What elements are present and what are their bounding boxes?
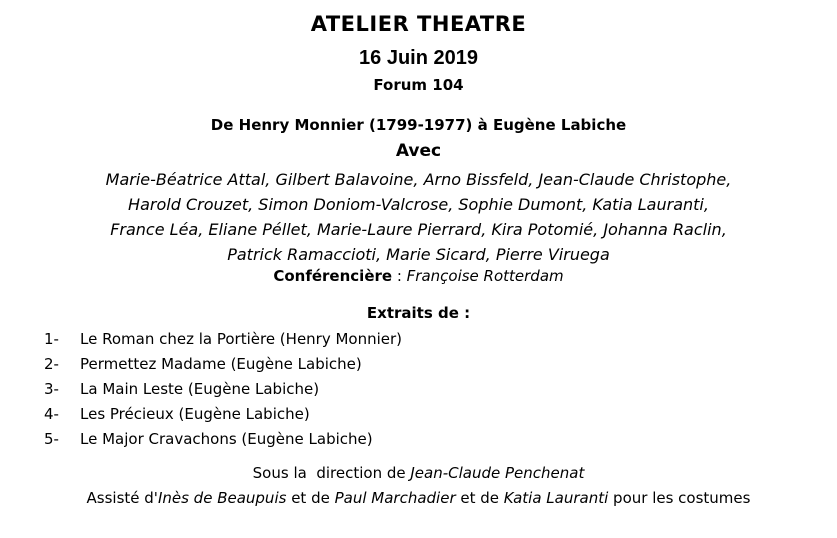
event-date: 16 Juin 2019 — [359, 47, 478, 69]
assist-prefix: Assisté d' — [86, 489, 158, 507]
direction-prefix: Sous la direction de — [252, 464, 411, 482]
speaker-line — [0, 267, 837, 285]
speaker-separator: : — [392, 267, 407, 285]
list-number: 2- — [44, 355, 59, 373]
list-text: Les Précieux (Eugène Labiche) — [80, 405, 310, 423]
assistant-name: Inès de Beaupuis — [157, 489, 287, 507]
list-item — [44, 354, 402, 379]
director-name: Jean-Claude Penchenat — [410, 464, 585, 482]
cast-line: France Léa, Eliane Péllet, Marie-Laure Pierrard, Kira Potomié, Johanna Raclin, — [110, 220, 727, 239]
list-text: La Main Leste (Eugène Labiche) — [80, 380, 320, 398]
program-subtitle: De Henry Monnier (1799-1977) à Eugène Labiche — [210, 116, 627, 134]
list-item — [44, 329, 402, 354]
list-number: 1- — [44, 330, 59, 348]
assistant-name: Paul Marchadier — [334, 489, 456, 507]
speaker-label: Conférencière — [273, 267, 393, 285]
event-venue: Forum 104 — [373, 76, 464, 94]
list-number: 4- — [44, 405, 59, 423]
assist-suffix: pour les costumes — [608, 489, 751, 507]
list-number: 3- — [44, 380, 59, 398]
list-number: 5- — [44, 430, 59, 448]
assistant-name: Katia Lauranti — [503, 489, 609, 507]
list-text: Le Major Cravachons (Eugène Labiche) — [80, 430, 373, 448]
cast-list — [0, 167, 837, 267]
list-item — [44, 429, 402, 454]
cast-heading: Avec — [395, 141, 442, 161]
cast-line: Harold Crouzet, Simon Doniom-Valcrose, Sophie Dumont, Katia Lauranti, — [128, 195, 709, 214]
direction-line — [0, 464, 837, 482]
cast-line: Patrick Ramaccioti, Marie Sicard, Pierre Viruega — [227, 245, 610, 264]
list-text: Le Roman chez la Portière (Henry Monnier) — [80, 330, 403, 348]
assistants-line — [0, 489, 837, 507]
list-item — [44, 404, 402, 429]
conjunction: et de — [286, 489, 335, 507]
cast-line: Marie-Béatrice Attal, Gilbert Balavoine, Arno Bissfeld, Jean-Claude Christophe, — [105, 170, 732, 189]
extracts-list — [44, 329, 402, 454]
conjunction: et de — [455, 489, 504, 507]
extracts-heading: Extraits de : — [366, 304, 471, 322]
list-text: Permettez Madame (Eugène Labiche) — [80, 355, 362, 373]
list-item — [44, 379, 402, 404]
page-title: ATELIER THEATRE — [310, 12, 527, 36]
speaker-name: Françoise Rotterdam — [406, 267, 564, 285]
